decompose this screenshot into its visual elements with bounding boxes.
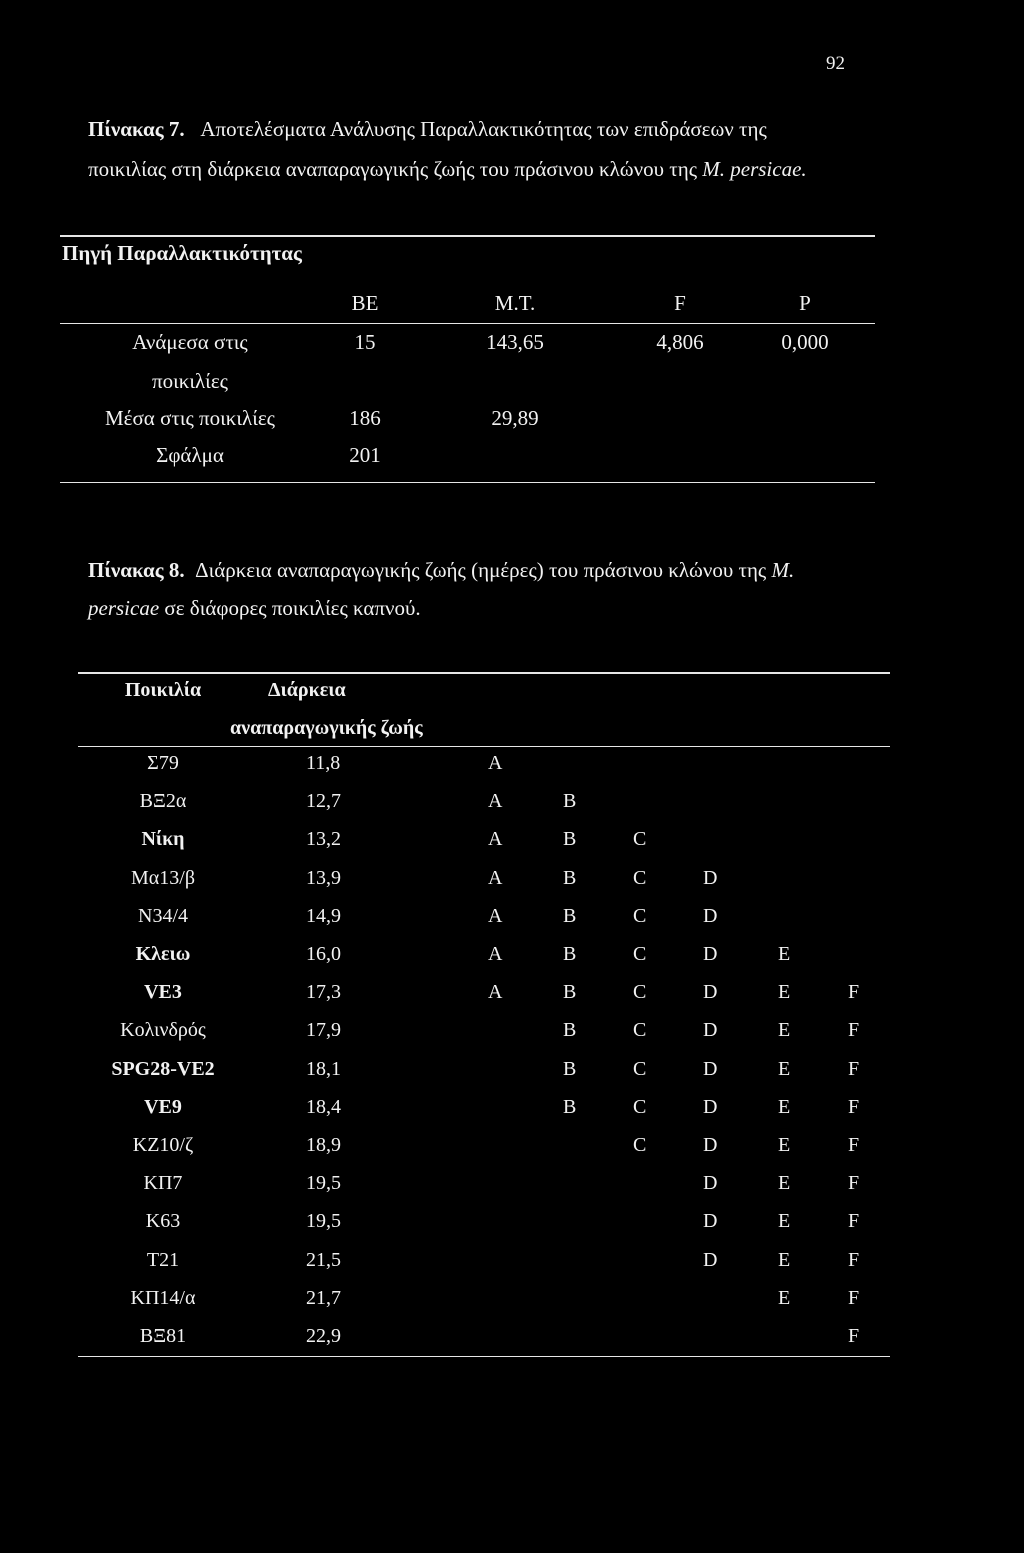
table8-row-duration: 13,9 [306,867,341,889]
table8-row-group-letter: B [563,943,577,965]
table8-row-group-letter: E [778,1019,791,1041]
table8-row-group-letter: C [633,1058,647,1080]
table8-row-group-letter: E [778,1096,791,1118]
table8-row-group-letter: B [563,1096,577,1118]
species-name: M. persicae. [702,157,807,181]
table7-caption-text: Αποτελέσματα Ανάλυσης Παραλλακτικότητας των επιδράσεων της [200,117,767,141]
table8-row-variety: Κολινδρός [120,1019,206,1041]
table7-row-mt: 143,65 [486,330,544,354]
table7-caption-line1 [88,117,767,142]
table8-row-group-letter: B [563,828,577,850]
table7-caption-line2: ποικιλίας στη διάρκεια αναπαραγωγικής ζωής του πράσινου κλώνου της M. persicae. [88,157,807,181]
table8-row-group-letter: E [778,943,791,965]
table8-row-variety: Νίκη [141,828,185,850]
table8-caption-line1: Πίνακας 8. Διάρκεια αναπαραγωγικής ζωής (ημέρες) του πράσινου κλώνου της M. [88,558,795,582]
table8-row-variety: ΒΞ81 [139,1325,187,1347]
table8-row-group-letter: D [703,1019,718,1041]
table8-row-group-letter: D [703,981,718,1003]
table7-header-mt: M.T. [494,291,536,315]
table7-header-p: P [799,291,811,315]
table8-row-duration: 21,7 [306,1287,341,1309]
table7-row-be: 201 [349,443,381,467]
table8-row-group-letter: D [703,1096,718,1118]
table8-row-group-letter: E [778,1210,791,1232]
table8-row-group-letter: B [563,867,577,889]
table8-bottom-rule [78,1356,890,1357]
table7-row-p: 0,000 [781,330,829,354]
table8-row-group-letter: E [778,1172,791,1194]
table7-source-header: Πηγή Παραλλακτικότητας [62,241,302,265]
table8-row-group-letter: D [703,1210,718,1232]
table8-row-group-letter: A [488,828,503,850]
table8-row-variety: VE3 [144,981,182,1003]
table7-row-source: Ανάμεσα στις [132,330,248,354]
table7-top-rule [60,235,875,237]
table8-row-variety: VE9 [144,1096,182,1118]
table8-row-group-letter: A [488,905,503,927]
table8-row-variety: ΚΖ10/ζ [132,1134,194,1156]
table8-row-group-letter: A [488,867,503,889]
species-name: M. [771,558,795,582]
table8-row-group-letter: B [563,1058,577,1080]
table8-row-variety: Σ79 [147,752,179,774]
table8-row-duration: 17,9 [306,1019,341,1041]
table8-row-duration: 12,7 [306,790,341,812]
table8-row-group-letter: C [633,1019,647,1041]
table7-row-source: Σφάλμα [156,443,224,467]
table7-row-be: 186 [349,406,381,430]
table8-row-duration: 18,9 [306,1134,341,1156]
table8-row-group-letter: D [703,943,718,965]
table8-row-group-letter: E [778,1249,791,1271]
table8-row-group-letter: D [703,1058,718,1080]
table8-caption-line2: persicae σε διάφορες ποικιλίες καπνού. [88,596,421,620]
table8-row-group-letter: C [633,828,647,850]
table8-row-variety: N34/4 [138,905,188,927]
table8-row-group-letter: A [488,752,503,774]
table8-row-group-letter: C [633,981,647,1003]
table8-row-group-letter: F [848,1134,860,1156]
table8-caption-label: Πίνακας 8. [88,558,185,582]
table8-row-duration: 17,3 [306,981,341,1003]
table8-row-duration: 14,9 [306,905,341,927]
table7-row-f: 4,806 [656,330,704,354]
table7-row-be: 15 [354,330,376,354]
table8-header-duration-1: Διάρκεια [268,679,346,701]
table8-row-group-letter: F [848,981,860,1003]
table8-row-group-letter: D [703,1172,718,1194]
table8-row-group-letter: C [633,905,647,927]
table8-row-duration: 11,8 [306,752,341,774]
table8-row-group-letter: F [848,1325,860,1347]
table8-row-group-letter: D [703,867,718,889]
table7-row-source: Μέσα στις ποικιλίες [105,406,275,430]
table8-row-group-letter: F [848,1249,860,1271]
table8-row-variety: Μα13/β [131,867,195,889]
table8-row-duration: 16,0 [306,943,341,965]
table8-header-duration-2: αναπαραγωγικής ζωής [230,717,423,739]
table7-caption-label: Πίνακας 7. [88,117,185,141]
table8-row-duration: 18,4 [306,1096,341,1118]
table7-row-source: ποικιλίες [152,369,228,393]
table8-header-rule [78,746,890,747]
table8-row-group-letter: C [633,867,647,889]
table8-row-group-letter: E [778,1287,791,1309]
table8-row-variety: ΒΞ2α [139,790,187,812]
table8-row-duration: 18,1 [306,1058,341,1080]
table8-header-variety: Ποικιλία [124,679,202,701]
table7-header-be: BE [351,291,379,315]
table8-row-group-letter: F [848,1287,860,1309]
table8-row-group-letter: A [488,981,503,1003]
table8-row-variety: ΚΠ7 [143,1172,183,1194]
table8-row-group-letter: F [848,1096,860,1118]
table8-row-group-letter: B [563,1019,577,1041]
table8-row-group-letter: E [778,1058,791,1080]
table8-row-duration: 13,2 [306,828,341,850]
table8-row-group-letter: F [848,1210,860,1232]
table8-row-duration: 22,9 [306,1325,341,1347]
table8-row-variety: Κλειω [135,943,191,965]
table8-row-group-letter: C [633,943,647,965]
species-name: persicae [88,596,160,620]
table7-row-mt: 29,89 [491,406,539,430]
table8-row-group-letter: B [563,981,577,1003]
table8-row-group-letter: C [633,1134,647,1156]
table8-row-group-letter: C [633,1096,647,1118]
table7-header-rule [60,323,875,324]
table8-row-group-letter: A [488,790,503,812]
table8-row-group-letter: D [703,905,718,927]
table8-row-variety: ΚΠ14/α [130,1287,196,1309]
table8-row-duration: 19,5 [306,1172,341,1194]
table8-row-group-letter: F [848,1058,860,1080]
table8-top-rule [78,672,890,674]
table7-header-f: F [674,291,686,315]
page-number: 92 [826,53,845,74]
table8-row-duration: 19,5 [306,1210,341,1232]
table8-row-variety: SPG28-VE2 [111,1058,215,1080]
table8-row-group-letter: F [848,1172,860,1194]
table7-bottom-rule [60,482,875,483]
table8-row-group-letter: B [563,790,577,812]
table8-row-group-letter: F [848,1019,860,1041]
table8-row-group-letter: E [778,1134,791,1156]
table8-row-duration: 21,5 [306,1249,341,1271]
table8-row-group-letter: B [563,905,577,927]
table8-row-group-letter: A [488,943,503,965]
table8-row-group-letter: D [703,1249,718,1271]
table8-row-group-letter: E [778,981,791,1003]
table8-row-variety: Κ63 [145,1210,181,1232]
table8-row-group-letter: D [703,1134,718,1156]
table8-row-variety: Τ21 [146,1249,180,1271]
